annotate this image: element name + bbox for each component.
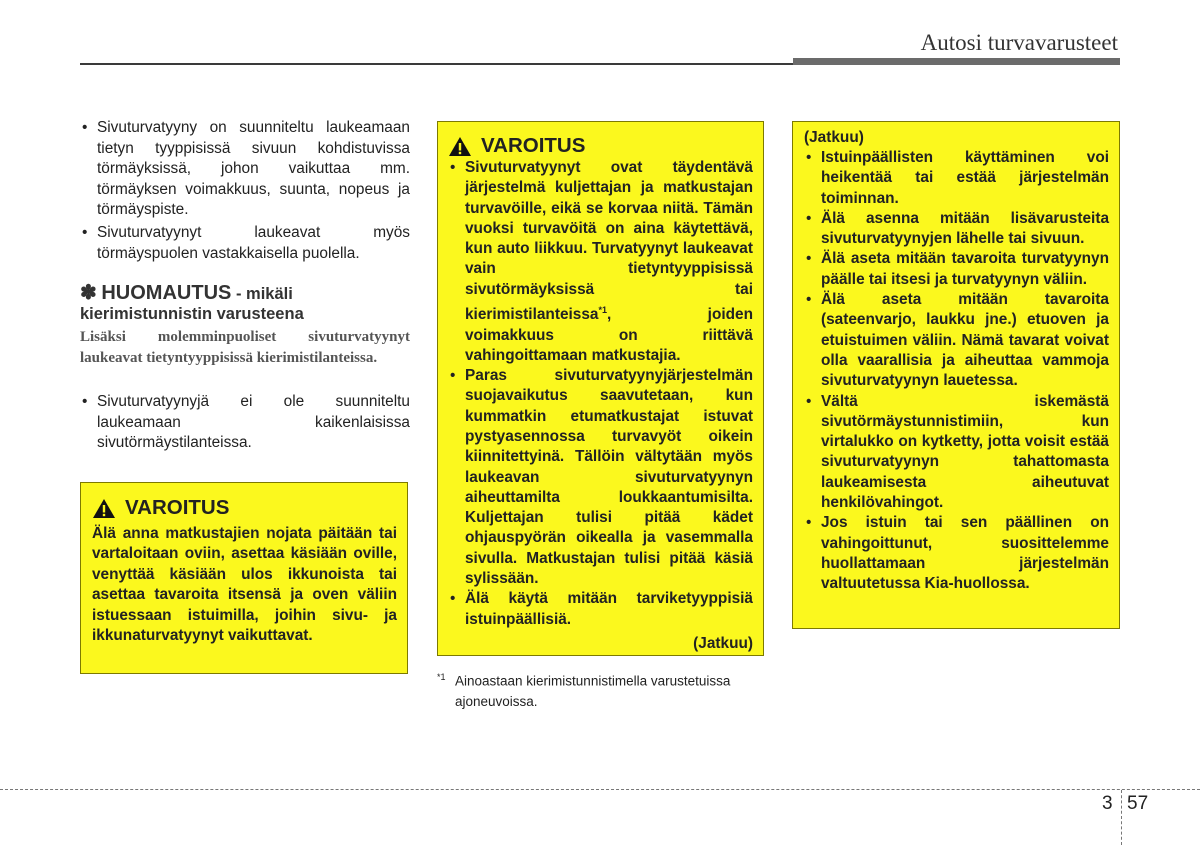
list-item: • Sivuturvatyynyt ovat täydentävä järjestelmä kuljettajan ja matkustajan turvavöille, eikä se korvaa niitä. Tämän vuoksi turvavöitä on aina käytettävä, kun auto liikkuu. Turvatyynyt laukeavat vain tietyntyyppisissä sivutörmäyksissä tai kierimistilanteissa$^{*1}$, joiden voimakkuus on riittävä vahingoittamaan matkustajia. <box>448 158 753 366</box>
page-number: 57 <box>1127 793 1149 814</box>
warning-box-right <box>792 121 1120 629</box>
warning-box-left <box>80 482 408 674</box>
continued-label: (Jatkuu) <box>804 129 864 146</box>
continued-label: (Jatkuu) <box>693 634 753 652</box>
warning-title: VAROITUS <box>481 134 586 157</box>
footnote-line: Ainoastaan kierimistunnistimella varustetuissa <box>455 673 731 689</box>
list-item: • Jos istuin tai sen päällinen on vahingoittunut, suosittelemme huollattamaan järjestelmän valtuutetussa Kia-huollossa. <box>804 513 1109 594</box>
warning-text: Älä anna matkustajien nojata päitään tai vartaloitaan oviin, asettaa käsiään oville, venyttää käsiään ulos ikkunoista tai asettaa tavaroita itsensä ja oven väliin istuessaan istuimilla, joihin sivu- ja ikkunaturvatyynyt vaikuttavat. <box>92 525 397 645</box>
warning-bullet-list <box>448 158 753 630</box>
list-item: • Vältä iskemästä sivutörmäystunnistimiin, kun virtalukko on kytketty, jotta voisit estää sivuturvatyynyn tahattomasta laukeamisesta aiheutuvat henkilövahingot. <box>804 392 1109 514</box>
warning-triangle-icon <box>448 136 472 157</box>
list-item: • Sivuturvatyynyt laukeavat myös törmäyspuolen vastakkaisella puolella. <box>80 223 410 264</box>
bullet-list-top <box>80 118 410 264</box>
footnote-line: ajoneuvoissa. <box>455 693 538 709</box>
list-item: • Paras sivuturvatyynyjärjestelmän suojavaikutus saavutetaan, kun kummatkin etumatkustajat istuvat pystyasennossa turvavyöt oikein kiinnitettyinä. Tällöin vältytään myös laukeavan sivuturvatyynyn aiheuttamilta loukkaantumisilta. Kuljettajan tulisi pitää kädet ohjauspyörän oikealla ja vasemmalla sivulla. Matkustajan tulisi pitää käsiä sylissään. <box>448 366 753 589</box>
warning-bullet-list <box>804 148 1109 595</box>
footnote-mark: *1 <box>437 672 446 682</box>
footnote-ref: *1 <box>598 305 607 316</box>
header-rule-thin <box>80 63 793 65</box>
page-number-divider <box>1121 790 1122 845</box>
list-item: • Sivuturvatyyny on suunniteltu laukeamaan tietyn tyyppisissä sivuun kohdistuvissa törmäyksissä, johon vaikuttaa mm. törmäyksen voimakkuus, suunta, nopeus ja törmäyspiste. <box>80 118 410 221</box>
footnote <box>437 667 767 712</box>
warning-triangle-icon <box>92 498 116 519</box>
footer-rule <box>0 789 1200 790</box>
header-rule-thick <box>793 58 1120 65</box>
warning-heading <box>448 134 753 158</box>
warning-heading <box>92 496 397 520</box>
bullet-list-bottom <box>80 392 410 454</box>
note-body: Lisäksi molemminpuoliset sivuturvatyynyt laukeavat tietyntyyppisissä kierimistilanteissa. <box>80 329 410 366</box>
chapter-number: 3 <box>1102 793 1113 814</box>
note-title: HUOMAUTUS <box>101 282 232 305</box>
list-item: • Älä asenna mitään lisävarusteita sivuturvatyynyjen lähelle tai sivuun. <box>804 209 1109 250</box>
column-left <box>80 118 410 456</box>
list-item: • Sivuturvatyynyjä ei ole suunniteltu laukeamaan kaikenlaisissa sivutörmäystilanteissa. <box>80 392 410 454</box>
note-heading <box>80 283 410 324</box>
warning-title: VAROITUS <box>125 496 230 519</box>
list-item: • Älä käytä mitään tarviketyyppisiä istuinpäällisiä. <box>448 589 753 630</box>
section-title: Autosi turvavarusteet <box>920 30 1118 55</box>
note-subtitle: - mikäli kierimistunnistin varusteena <box>80 285 304 324</box>
note-symbol-icon: ✽ <box>80 282 97 305</box>
list-item: • Älä aseta mitään tavaroita (sateenvarjo, laukku jne.) etuoven ja etuistuimen väliin. Nämä tavarat voivat olla vaarallisia ja aiheuttaa vammoja sivuturvatyynyn lauetessa. <box>804 290 1109 391</box>
list-item: • Istuinpäällisten käyttäminen voi heikentää tai estää järjestelmän toiminnan. <box>804 148 1109 209</box>
list-item: • Älä aseta mitään tavaroita turvatyynyn päälle tai itsesi ja turvatyynyn väliin. <box>804 249 1109 290</box>
warning-box-middle <box>437 121 764 656</box>
